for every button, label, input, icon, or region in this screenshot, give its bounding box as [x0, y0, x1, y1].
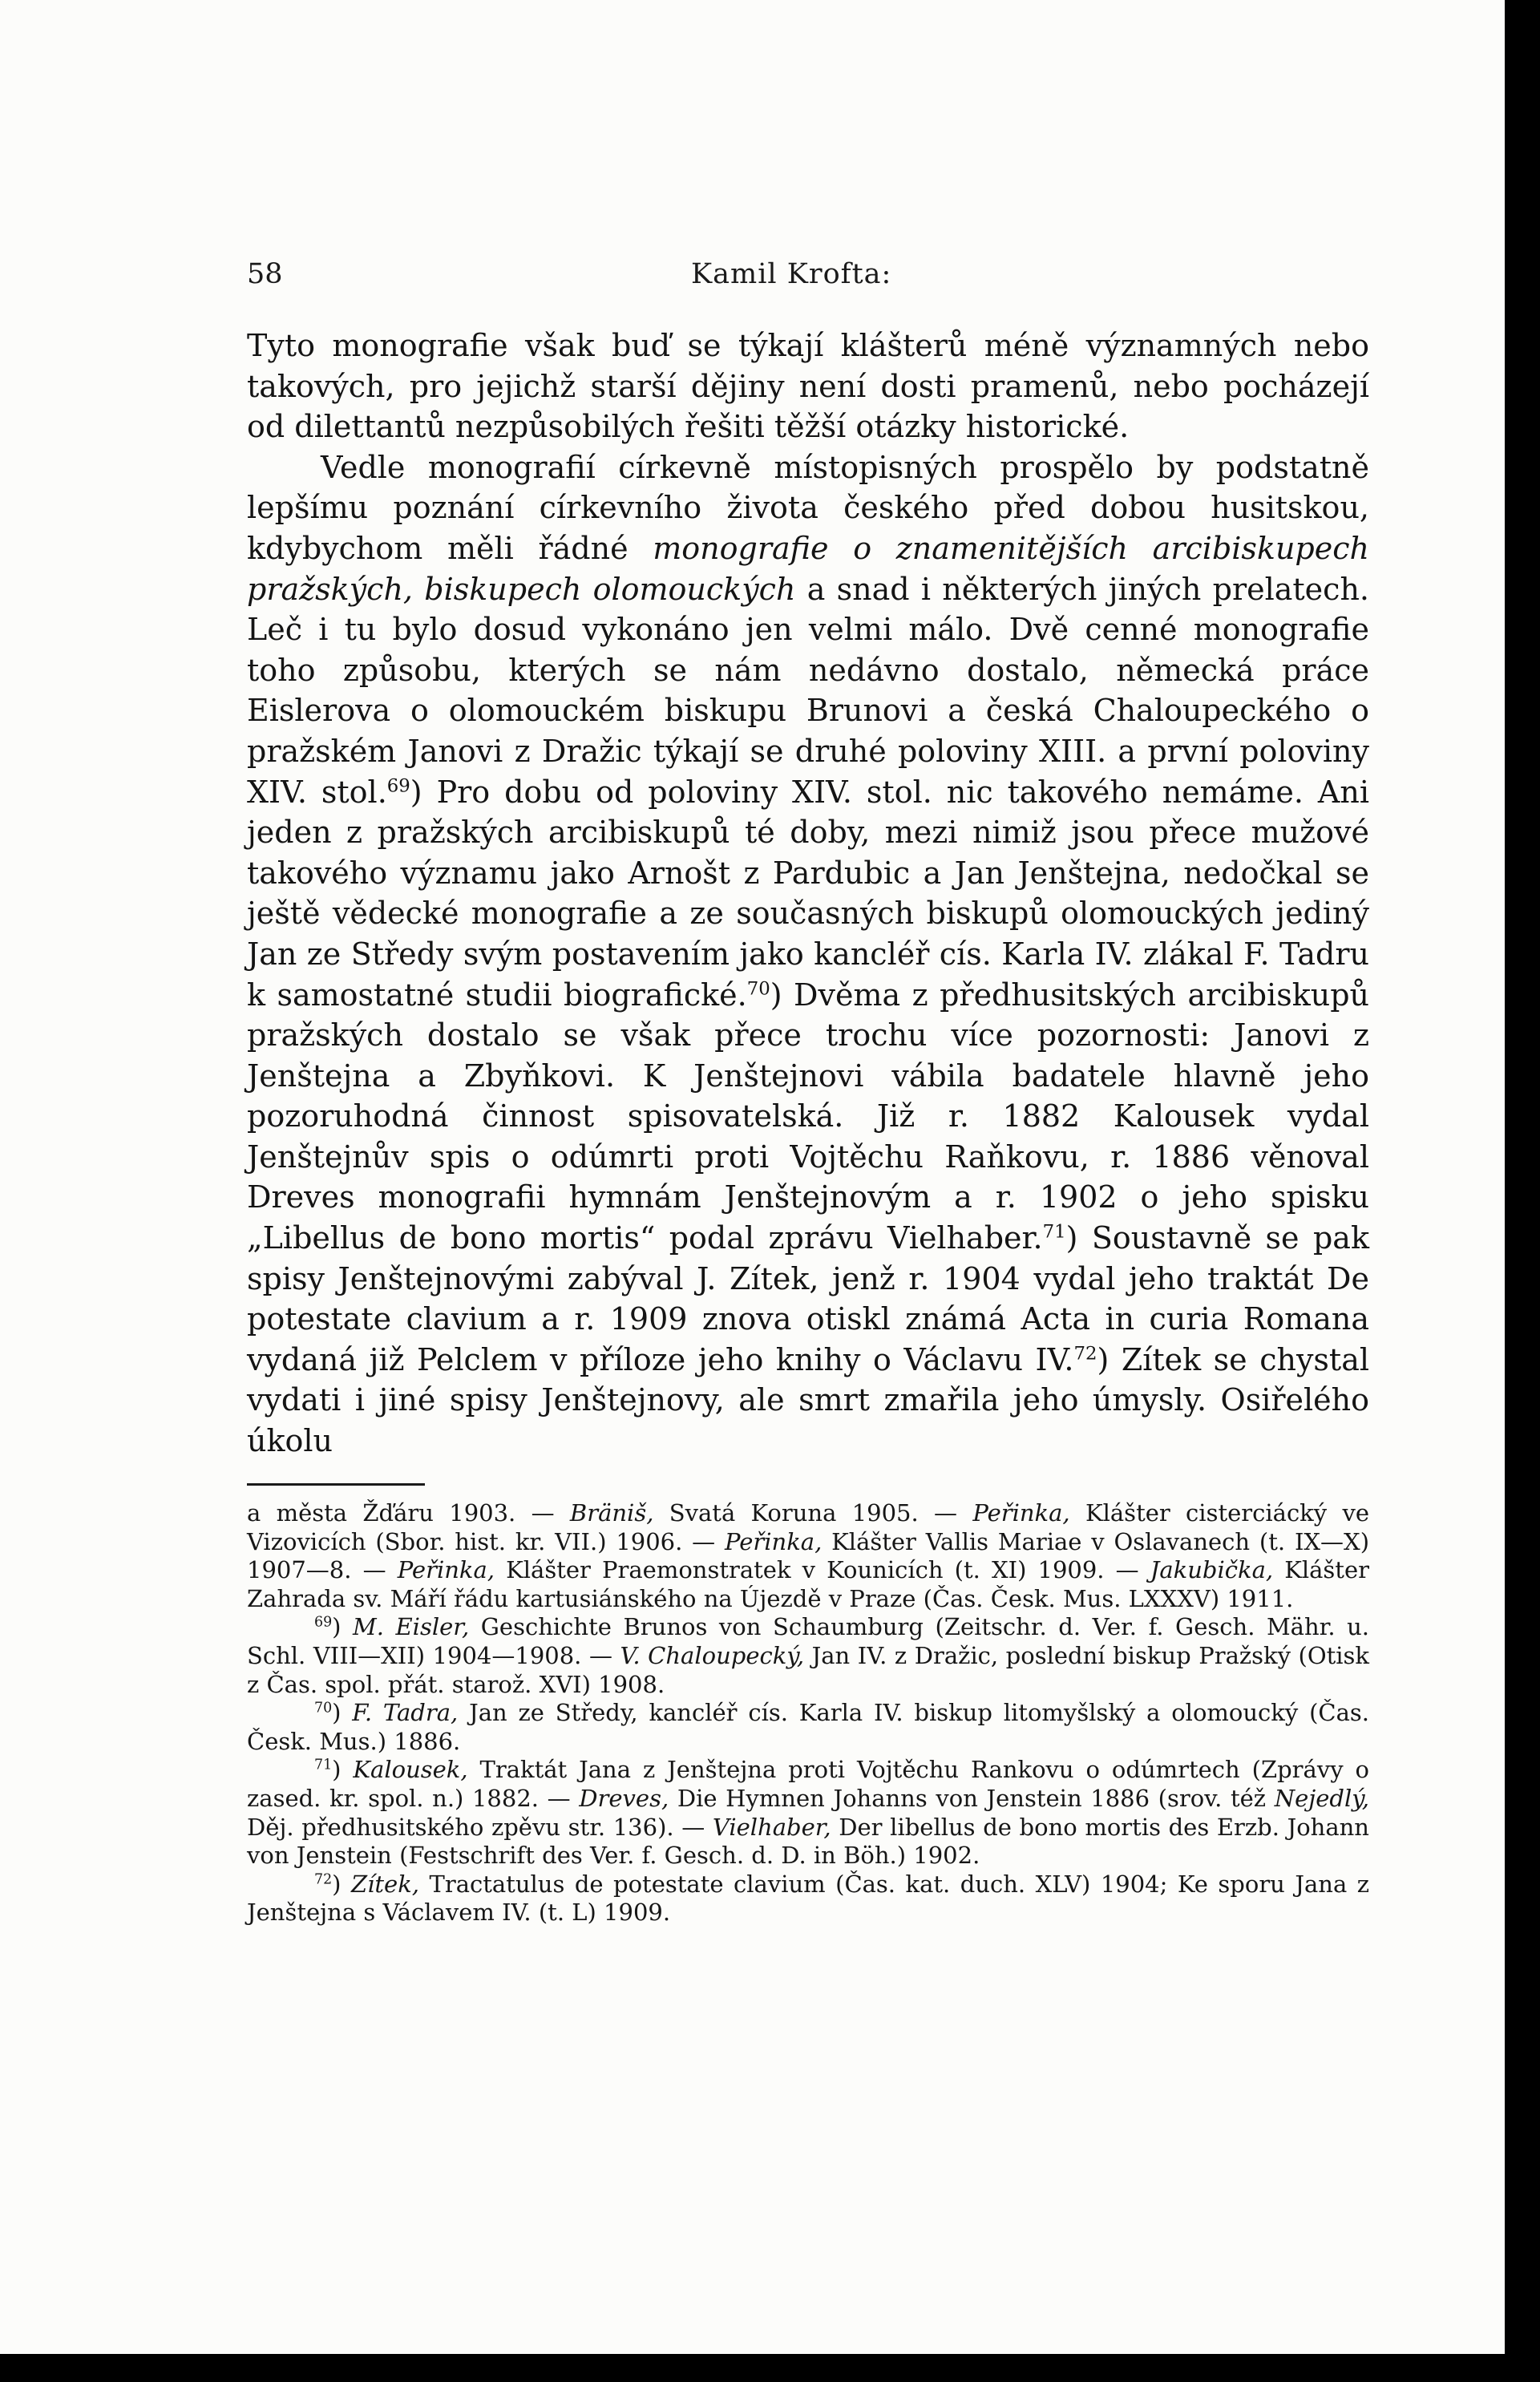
- running-title: Kamil Krofta:: [691, 258, 892, 290]
- running-header: [247, 258, 1369, 306]
- footnote-number: 71: [314, 1757, 333, 1773]
- footnote-ref-71: 71: [1042, 1221, 1066, 1243]
- footnote-ref-70: 70: [746, 977, 770, 999]
- footnote-number: 72: [314, 1871, 333, 1888]
- footnote-70: $^{70}$) F. Tadra, Jan ze Středy, kancléř cís. Karla IV. biskup litomyšlský a olomoucký (Čas. Česk. Mus.) 1886.: [247, 1699, 1369, 1755]
- footnote-ref-69: 69: [386, 774, 410, 796]
- paragraph-2: Vedle monografií církevně místopisných prospělo by podstatně lepšímu poznání církevního života českého před dobou husitskou, kdybychom měli řádné monografie o znamenitějších arcibiskupech pražských, biskupech olomouckých a snad i některých jiných prelatech. Leč i tu bylo dosud vykonáno jen velmi málo. Dvě cenné monografie toho způsobu, kterých se nám nedávno dostalo, německá práce Eislerova o olomouckém biskupu Brunovi a česká Chaloupeckého o pražském Janovi z Dražic týkají se druhé poloviny XIII. a první poloviny XIV. stol.$^{69}$) Pro dobu od poloviny XIV. stol. nic takového nemáme. Ani jeden z pražských arcibiskupů té doby, mezi nimiž jsou přece mužové takového významu jako Arnošt z Pardubic a Jan Jenštejna, nedočkal se ještě vědecké monografie a ze současných biskupů olomouckých jediný Jan ze Středy svým postavením jako kancléř cís. Karla IV. zlákal F. Tadru k samostatné studii biografické.$^{70}$) Dvěma z předhusitských arcibiskupů pražských dostalo se však přece trochu více pozornosti: Janovi z Jenštejna a Zbyňkovi. K Jenštejnovi vábila badatele hlavně jeho pozoruhodná činnost spisovatelská. Již r. 1882 Kalousek vydal Jenštejnův spis o odúmrti proti Vojtěchu Raňkovu, r. 1886 věnoval Dreves monografii hymnám Jenštejnovým a r. 1902 o jeho spisku „Libellus de bono mortis“ podal zprávu Vielhaber.$^{71}$) Soustavně se pak spisy Jenštejnovými zabýval J. Zítek, jenž r. 1904 vydal jeho traktát De potestate clavium a r. 1909 znova otiskl známá Acta in curia Romana vydaná již Pelclem v příloze jeho knihy o Václavu IV.$^{72}$) Zítek se chystal vydati i jiné spisy Jenštejnovy, ale smrt zmařila jeho úmysly. Osiřelého úkolu: [247, 449, 1370, 1459]
- footnote-72: $^{72}$) Zítek, Tractatulus de potestate clavium (Čas. kat. duch. XLV) 1904; Ke sporu Jana z Jenštejna s Václavem IV. (t. L) 1909.: [247, 1870, 1369, 1927]
- page-number: 58: [247, 258, 283, 290]
- footnotes: [247, 1499, 1369, 1927]
- footnote-71: $^{71}$) Kalousek, Traktát Jana z Jenštejna proti Vojtěchu Rankovu o odúmrtech (Zprávy o zased. kr. spol. n.) 1882. — Dreves, Die Hymnen Johanns von Jenstein 1886 (srov. též Nejedlý, Děj. předhusitského zpěvu str. 136). — Vielhaber, Der libellus de bono mortis des Erzb. Johann von Jenstein (Festschrift des Ver. f. Gesch. d. D. in Böh.) 1902.: [247, 1756, 1369, 1870]
- emphasis-monographs: monografie o znamenitějších arcibiskupech pražských, biskupech olomouckých: [247, 530, 1369, 607]
- footnote-ref-72: 72: [1073, 1343, 1097, 1365]
- footnote-separator: [247, 1483, 425, 1486]
- paragraph-1: Tyto monografie však buď se týkají klášterů méně významných nebo takových, pro jejichž starší dějiny není dosti pramenů, nebo pocházejí od dilettantů nezpůsobilých řešiti těžší otázky historické.: [247, 328, 1369, 445]
- footnote-continuation: a města Žďáru 1903. — Bräniš, Svatá Koruna 1905. — Peřinka, Klášter cisterciácký ve Vizovicích (Sbor. hist. kr. VII.) 1906. — Peřinka, Klášter Vallis Mariae v Oslavanech (t. IX—X) 1907—8. — Peřinka, Klášter Praemonstratek v Kounicích (t. XI) 1909. — Jakubička, Klášter Zahrada sv. Máří řádu kartusiánského na Újezdě v Praze (Čas. Česk. Mus. LXXXV) 1911.: [247, 1499, 1370, 1612]
- footnote-number: 69: [314, 1614, 333, 1631]
- main-text: [247, 326, 1369, 1462]
- footnote-69: $^{69}$) M. Eisler, Geschichte Brunos von Schaumburg (Zeitschr. d. Ver. f. Gesch. Mähr. u. Schl. VIII—XII) 1904—1908. — V. Chaloupecký, Jan IV. z Dražic, poslední biskup Pražský (Otisk z Čas. spol. přát. starož. XVI) 1908.: [247, 1613, 1370, 1698]
- footnote-number: 70: [314, 1700, 333, 1717]
